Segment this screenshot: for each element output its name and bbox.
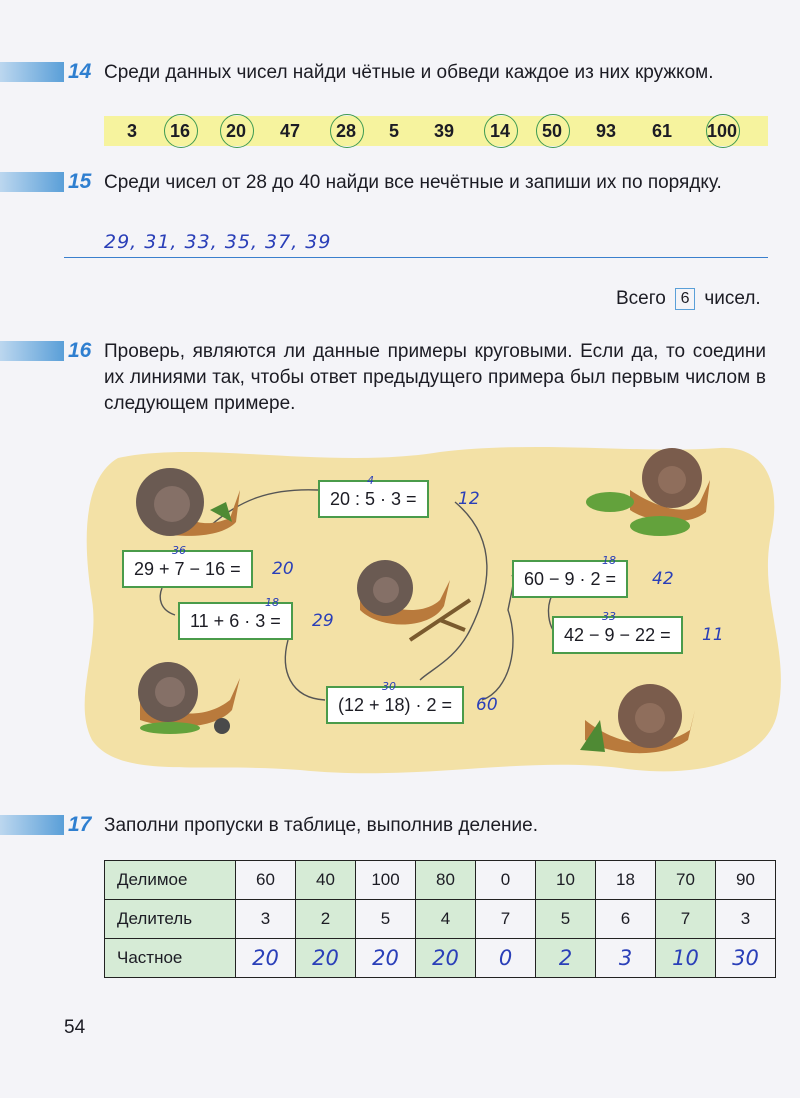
equation-box: 42 − 9 − 22 = — [552, 616, 683, 654]
equation-note: 36 — [172, 544, 186, 557]
handwritten-value: 3 — [618, 946, 633, 970]
table-cell — [656, 939, 716, 978]
table-cell: 2 — [296, 900, 356, 939]
number-item: 20 — [216, 120, 256, 142]
total-prefix: Всего — [616, 288, 666, 309]
table-cell: 5 — [536, 900, 596, 939]
division-table — [104, 860, 776, 978]
table-cell — [236, 939, 296, 978]
number-item: 5 — [388, 121, 399, 141]
total-box: 6 — [675, 288, 695, 310]
table-cell: 80 — [416, 861, 476, 900]
task-17-number: 17 — [68, 813, 92, 836]
table-cell: 100 — [356, 861, 416, 900]
total-suffix: чисел. — [704, 288, 761, 309]
number-item: 16 — [160, 120, 200, 142]
number-item: 93 — [595, 121, 617, 141]
table-cell: 3 — [236, 900, 296, 939]
table-cell: 7 — [656, 900, 716, 939]
equation-answer: 29 — [312, 611, 334, 631]
number-item: 28 — [326, 120, 366, 142]
equation-box: 29 + 7 − 16 = — [122, 550, 253, 588]
number-item: 50 — [532, 120, 572, 142]
task-15-number: 15 — [68, 170, 92, 193]
table-cell: 40 — [296, 861, 356, 900]
task-14-text: Среди данных чисел найди чётные и обведи каждое из них кружком. — [104, 62, 714, 83]
table-cell — [716, 939, 776, 978]
task-16-number: 16 — [68, 339, 92, 362]
handwritten-value: 20 — [312, 946, 339, 970]
task-14-marker — [0, 62, 64, 82]
table-cell: 18 — [596, 861, 656, 900]
number-item: 47 — [279, 121, 301, 141]
table-cell: 5 — [356, 900, 416, 939]
equation-answer: 60 — [476, 695, 498, 715]
handwritten-value: 20 — [432, 946, 459, 970]
table-cell — [536, 939, 596, 978]
answer-line — [64, 257, 768, 258]
total-row — [616, 287, 761, 311]
table-cell: 70 — [656, 861, 716, 900]
table-cell: 7 — [476, 900, 536, 939]
equation-answer: 12 — [458, 489, 480, 509]
table-row — [105, 939, 776, 978]
table-cell: 6 — [596, 900, 656, 939]
task-16-marker — [0, 341, 64, 361]
table-cell: 4 — [416, 900, 476, 939]
equation-box: 20 : 5 · 3 = — [318, 480, 429, 518]
table-cell — [416, 939, 476, 978]
number-item: 14 — [480, 120, 520, 142]
task-16-text: Проверь, являются ли данные примеры круговыми. Если да, то соедини их линиями так, чтобы ответ предыдущего примера был первым числом в следующем примере. — [104, 341, 766, 414]
table-cell: 60 — [236, 861, 296, 900]
handwritten-value: 10 — [672, 946, 699, 970]
number-item: 39 — [433, 121, 455, 141]
equation-note: 18 — [265, 596, 279, 609]
table-cell: 10 — [536, 861, 596, 900]
equation-answer: 42 — [652, 569, 674, 589]
equation-note: 30 — [382, 680, 396, 693]
row-label: Делитель — [105, 900, 236, 939]
number-item: 100 — [702, 120, 742, 142]
handwritten-value: 20 — [372, 946, 399, 970]
table-row — [105, 861, 776, 900]
task-14-number: 14 — [68, 60, 92, 83]
table-cell: 3 — [716, 900, 776, 939]
handwritten-value: 30 — [732, 946, 759, 970]
row-label: Частное — [105, 939, 236, 978]
task-15-answer: 29, 31, 33, 35, 37, 39 — [104, 231, 332, 253]
equation-box: 60 − 9 · 2 = — [512, 560, 628, 598]
table-row — [105, 900, 776, 939]
number-item: 61 — [651, 121, 673, 141]
task-15-marker — [0, 172, 64, 192]
task-15-text: Среди чисел от 28 до 40 найди все нечётные и запиши их по порядку. — [104, 172, 722, 193]
handwritten-value: 20 — [252, 946, 279, 970]
table-cell — [356, 939, 416, 978]
equation-answer: 11 — [702, 625, 724, 645]
equation-box: (12 + 18) · 2 = — [326, 686, 464, 724]
equation-answer: 20 — [272, 559, 294, 579]
number-item: 3 — [126, 121, 137, 141]
snail-scene — [0, 430, 800, 790]
row-label: Делимое — [105, 861, 236, 900]
table-cell — [596, 939, 656, 978]
handwritten-value: 2 — [558, 946, 573, 970]
table-cell: 0 — [476, 861, 536, 900]
equation-note: 18 — [602, 554, 616, 567]
equation-note: 33 — [602, 610, 616, 623]
equation-box: 11 + 6 · 3 = — [178, 602, 293, 640]
handwritten-value: 0 — [498, 946, 513, 970]
table-cell — [476, 939, 536, 978]
table-cell — [296, 939, 356, 978]
table-cell: 90 — [716, 861, 776, 900]
task-17-marker — [0, 815, 64, 835]
equation-note: 4 — [367, 474, 374, 487]
task-17-text: Заполни пропуски в таблице, выполнив деление. — [104, 815, 538, 836]
page-number: 54 — [64, 1017, 86, 1038]
